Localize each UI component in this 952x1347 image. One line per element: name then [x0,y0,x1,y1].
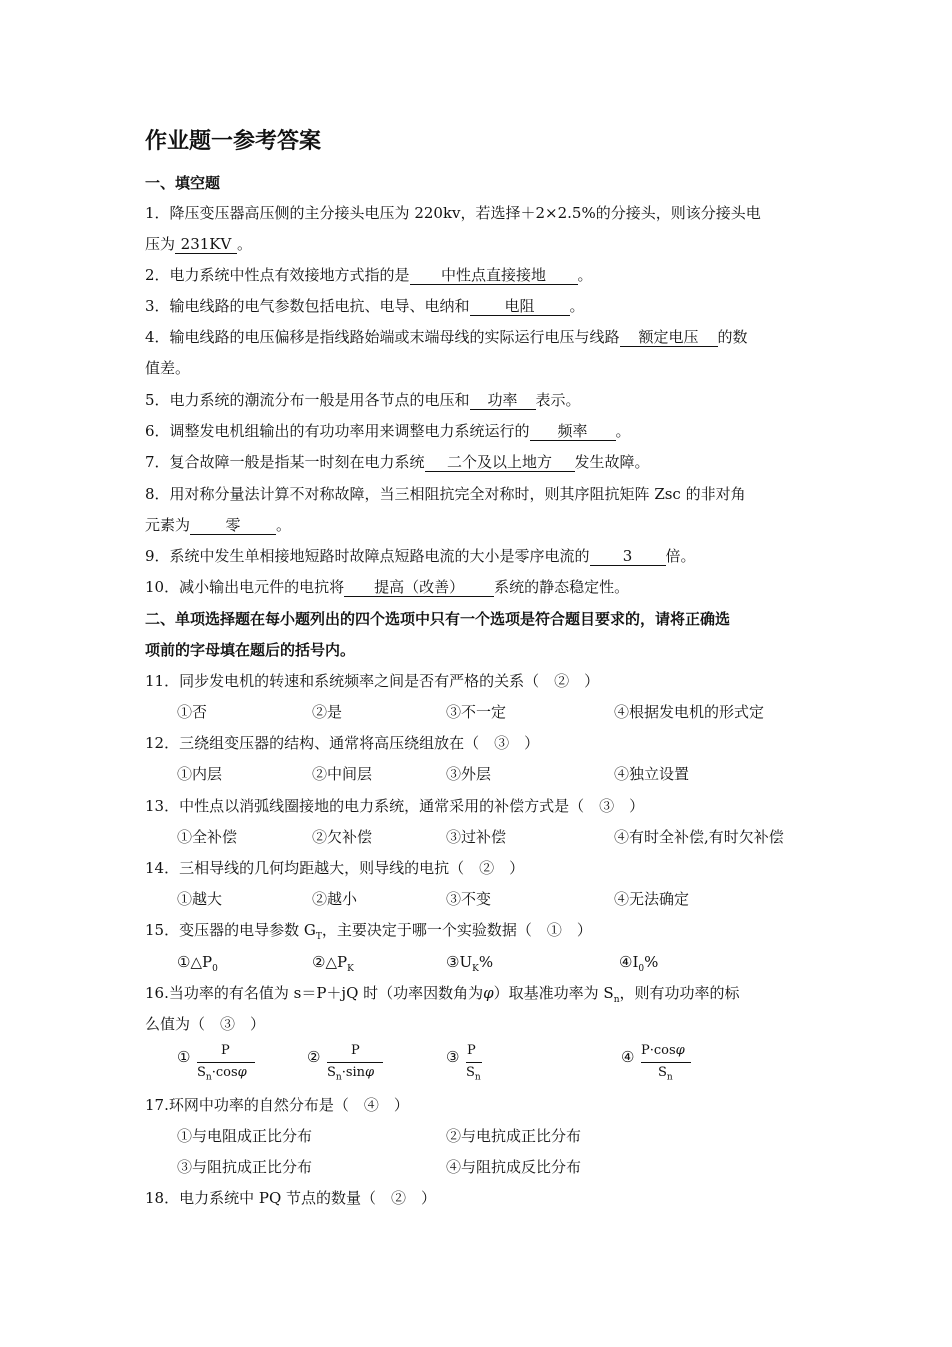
q18-stem: 18．电力系统中 PQ 节点的数量（ ② ） [145,1189,437,1207]
q13-option-1: ①全补偿 [177,828,238,846]
q15-stem-sub: T [315,932,322,942]
q16-option-4-denominator [658,1065,673,1083]
q8-answer: 零 [190,516,276,535]
q16-phi: φ [483,984,494,1002]
q15-stem-prefix: 15．变压器的电导参数 G [145,921,316,939]
q1-line1: 1．降压变压器高压侧的主分接头电压为 220kv，若选择＋2×2.5%的分接头，则该分接头电 [145,204,761,222]
q7-answer: 二个及以上地方 [425,453,575,472]
q7-suffix: 发生故障。 [574,453,650,471]
q10-suffix: 系统的静态稳定性。 [494,578,630,596]
q7-prefix: 7．复合故障一般是指某一时刻在电力系统 [145,453,425,471]
q15-option-4-text: ④I [619,953,639,971]
q1-line2 [145,234,252,254]
q16-option-3-mark: ③ [446,1048,460,1066]
q12-option-3: ③外层 [446,765,492,783]
q16-option-2-denominator [327,1065,374,1083]
q8-suffix: 。 [276,516,292,534]
q16-line1-c: ，则有功功率的标 [619,984,740,1002]
q16-option-2-fraction-bar [327,1062,383,1063]
q15-stem-suffix: ，主要决定于哪一个实验数据（ ① ） [321,921,592,939]
q17-option-2: ②与电抗成正比分布 [446,1127,582,1145]
q15-option-1 [177,952,218,979]
q16-option-4 [621,1043,701,1087]
q4-line1 [145,327,748,347]
q2-suffix: 。 [577,266,593,284]
q16-option-3-den-sub: n [474,1072,481,1083]
q16-option-3-fraction-bar [466,1062,482,1063]
q14-option-2: ②越小 [312,890,358,908]
q16-option-2-den-tail: ·sin [341,1065,366,1080]
q12-option-1: ①内层 [177,765,223,783]
q12-option-2: ②中间层 [312,765,373,783]
q9-answer: 3 [590,547,666,566]
q15-option-1-text: ①△P [177,953,213,971]
q16-option-2 [307,1043,397,1087]
q15-option-3-tail: % [478,953,494,971]
q16-line1 [145,983,740,1010]
q3-suffix: 。 [569,297,585,315]
q13-option-3: ③过补偿 [446,828,507,846]
q4-answer: 额定电压 [620,328,718,347]
q16-line1-a: 16.当功率的有名值为 s＝P＋jQ 时（功率因数角为 [145,984,484,1002]
q15-option-3 [446,952,493,979]
q12-option-4: ④独立设置 [614,765,690,783]
q1-prefix: 压为 [145,235,176,253]
q2-answer: 中性点直接接地 [410,266,578,285]
q11-option-3: ③不一定 [446,703,507,721]
q2-prefix: 2．电力系统中性点有效接地方式指的是 [145,266,410,284]
q16-option-3-numerator: P [467,1043,476,1058]
q16-option-3-den-s: S [466,1065,475,1080]
q17-option-4: ④与阻抗成反比分布 [446,1158,582,1176]
q15-option-3-text: ③U [446,953,473,971]
q15-option-4-tail: % [644,953,659,971]
q16-option-1-numerator: P [221,1043,230,1058]
q16-option-1-den-phi: φ [237,1065,247,1080]
q16-option-2-numerator: P [351,1043,360,1058]
q11-option-4: ④根据发电机的形式定 [614,703,765,721]
q15-stem [145,920,592,947]
page-title: 作业题一参考答案 [145,129,322,154]
q14-option-1: ①越大 [177,890,223,908]
q17-option-3: ③与阻抗成正比分布 [177,1158,313,1176]
q16-line1-sub: n [613,995,620,1005]
q16-option-4-num-text: P·cos [641,1043,676,1058]
q8-line1: 8．用对称分量法计算不对称故障，当三相阻抗完全对称时，则其序阻抗矩阵 Zsc 的非对角 [145,485,746,503]
q5 [145,390,581,410]
q6 [145,421,631,441]
q3-prefix: 3．输电线路的电气参数包括电抗、电导、电纳和 [145,297,470,315]
q14-stem: 14．三相导线的几何均距越大，则导线的电抗（ ② ） [145,859,525,877]
q16-option-2-den-phi: φ [365,1065,375,1080]
q16-option-3 [446,1043,496,1087]
q16-line1-b: ）取基准功率为 S [493,984,614,1002]
q9 [145,546,696,566]
q12-stem: 12．三绕组变压器的结构、通常将高压绕组放在（ ③ ） [145,734,540,752]
q16-option-4-den-sub: n [666,1072,673,1083]
q5-prefix: 5．电力系统的潮流分布一般是用各节点的电压和 [145,391,470,409]
q10-prefix: 10．减小输出电元件的电抗将 [145,578,345,596]
q16-option-2-den-sub: n [335,1072,342,1083]
q7 [145,452,650,472]
q16-option-1-fraction-bar [197,1062,255,1063]
q3-answer: 电阻 [470,297,570,316]
q13-option-2: ②欠补偿 [312,828,373,846]
q15-option-4 [619,952,658,979]
q17-option-1: ①与电阻成正比分布 [177,1127,313,1145]
q16-option-4-mark: ④ [621,1048,635,1066]
q9-suffix: 倍。 [665,547,696,565]
section-heading-choice-line2: 项前的字母填在题后的括号内。 [145,641,356,659]
q1-suffix: 。 [237,235,253,253]
q17-stem: 17.环网中功率的自然分布是（ ④ ） [145,1096,409,1114]
q16-option-2-mark: ② [307,1048,321,1066]
q6-prefix: 6．调整发电机组输出的有功功率用来调整电力系统运行的 [145,422,530,440]
q16-line2: 么值为（ ③ ） [145,1015,266,1033]
q16-option-1-den-tail: ·cos [211,1065,238,1080]
q15-option-4-sub: 0 [638,964,645,974]
q14-option-3: ③不变 [446,890,492,908]
section-heading-fill-in: 一、填空题 [145,174,221,192]
q16-option-1-den-sub: n [205,1072,212,1083]
q4-prefix: 4．输电线路的电压偏移是指线路始端或末端母线的实际运行电压与线路 [145,328,620,346]
q16-option-2-den-s: S [327,1065,336,1080]
section-heading-choice-line1: 二、单项选择题在每小题列出的四个选项中只有一个选项是符合题目要求的，请将正确选 [145,610,731,628]
q10 [145,577,629,597]
q16-option-4-numerator [641,1043,685,1058]
q13-stem: 13．中性点以消弧线圈接地的电力系统，通常采用的补偿方式是（ ③ ） [145,797,645,815]
q15-option-1-sub: 0 [212,964,218,974]
q16-option-3-denominator [466,1065,481,1083]
q4-suffix: 的数 [717,328,748,346]
q16-option-4-num-phi: φ [675,1043,685,1058]
q9-prefix: 9．系统中发生单相接地短路时故障点短路电流的大小是零序电流的 [145,547,590,565]
q15-option-2-text: ②△P [312,953,348,971]
q13-option-4: ④有时全补偿,有时欠补偿 [614,828,784,846]
q14-option-4: ④无法确定 [614,890,690,908]
q2 [145,265,593,285]
q10-answer: 提高（改善） [344,578,494,597]
q5-suffix: 表示。 [535,391,581,409]
q4-line2: 值差。 [145,359,191,377]
q15-option-2 [312,952,354,979]
q6-answer: 频率 [530,422,616,441]
q11-option-2: ②是 [312,703,343,721]
q3 [145,296,585,316]
q15-option-3-sub: K [472,964,479,974]
q16-option-4-fraction-bar [641,1062,691,1063]
q15-option-2-sub: K [347,964,354,974]
q8-line2 [145,515,291,535]
q11-stem: 11．同步发电机的转速和系统频率之间是否有严格的关系（ ② ） [145,672,600,690]
q16-option-1 [177,1043,267,1087]
q16-option-1-denominator [197,1065,247,1083]
q6-suffix: 。 [615,422,631,440]
q8-prefix: 元素为 [145,516,191,534]
q16-option-1-mark: ① [177,1048,191,1066]
q16-option-4-den-s: S [658,1065,667,1080]
q11-option-1: ①否 [177,703,208,721]
q1-answer: 231KV [175,235,237,254]
q16-option-1-den-s: S [197,1065,206,1080]
q5-answer: 功率 [470,391,536,410]
